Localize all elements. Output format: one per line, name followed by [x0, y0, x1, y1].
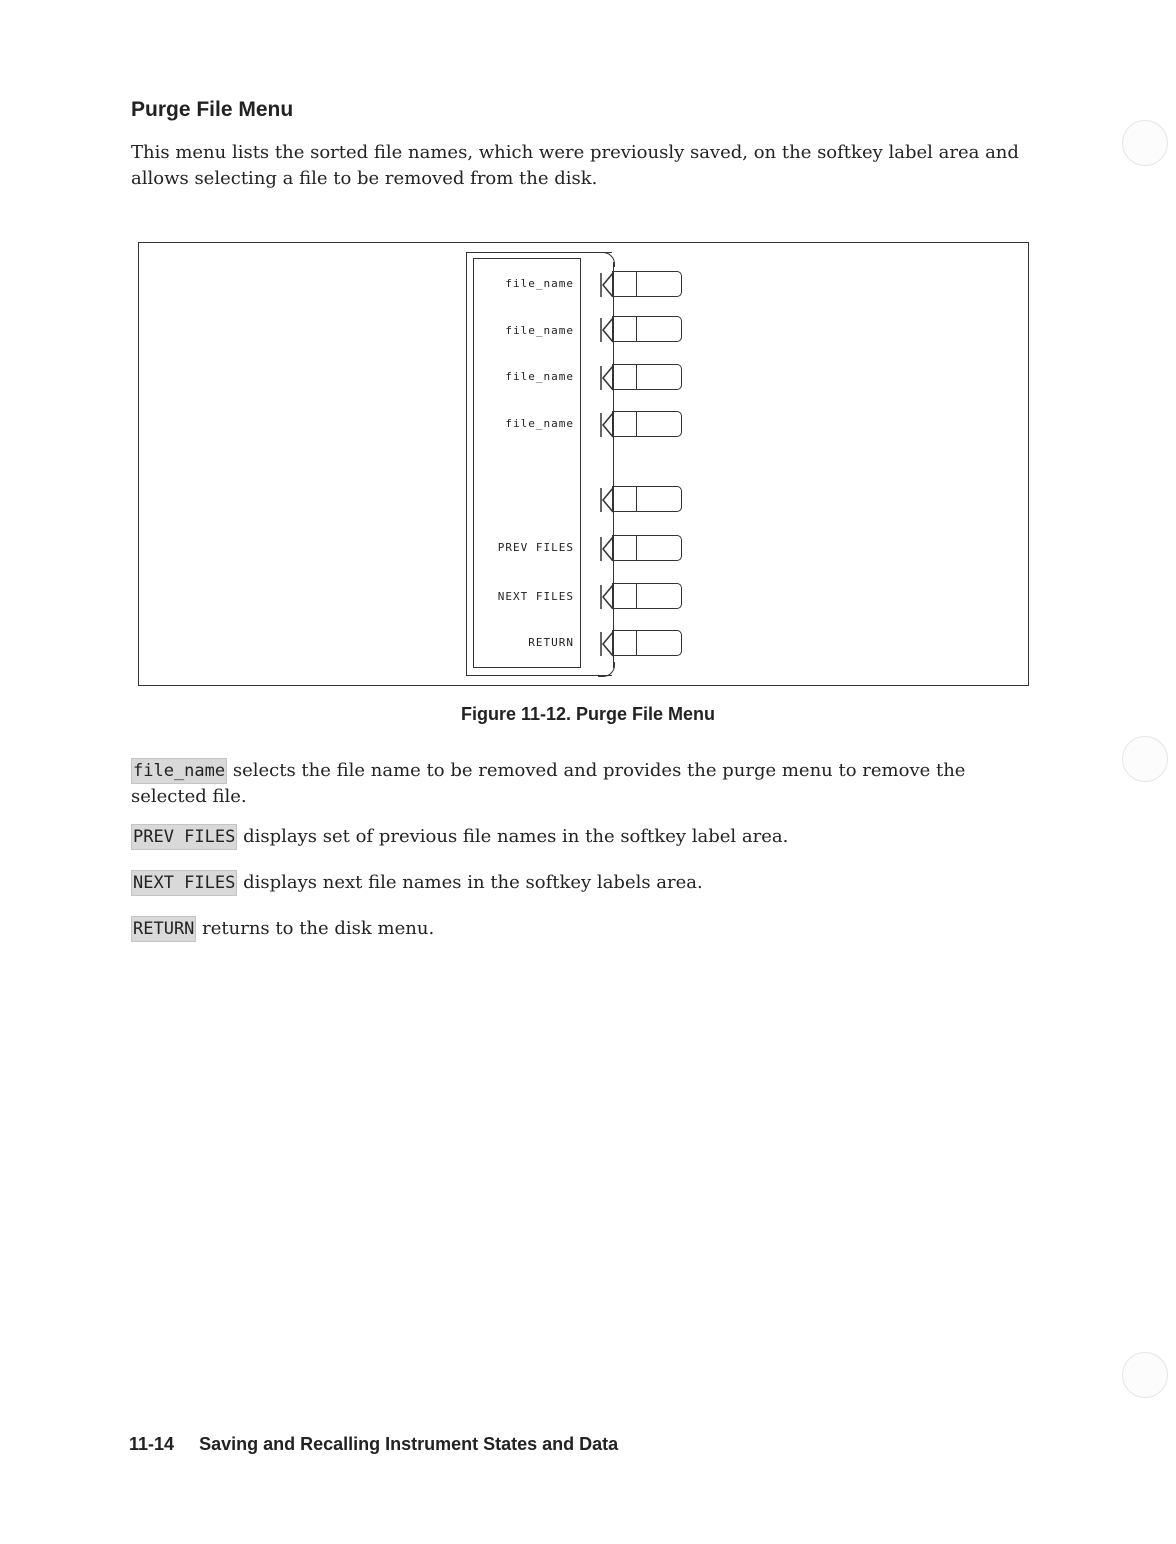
figure-frame: [138, 242, 1029, 686]
description-text: displays set of previous file names in the softkey label area.: [243, 826, 789, 847]
softkey-button-7: [598, 583, 688, 611]
figure-caption: Figure 11-12. Purge File Menu: [460, 704, 716, 724]
binder-hole-bottom: [1122, 1352, 1168, 1398]
key-divider: [636, 411, 637, 437]
binder-hole-top: [1122, 120, 1168, 166]
key-body: [612, 316, 682, 342]
key-divider: [636, 535, 637, 561]
softkey-label-3: file_name: [505, 370, 574, 383]
key-divider: [636, 316, 637, 342]
panel-outline-bottom: [466, 675, 612, 676]
key-body: [612, 411, 682, 437]
key-divider: [636, 271, 637, 297]
softkey-label-next-files: NEXT FILES: [497, 590, 574, 603]
term-return: RETURN: [131, 916, 196, 942]
term-file-name: file_name: [131, 758, 227, 784]
softkey-label-2: file_name: [505, 324, 574, 337]
key-body: [612, 583, 682, 609]
page-footer: [129, 1434, 618, 1455]
section-heading: Purge File Menu: [131, 98, 294, 121]
term-next-files: NEXT FILES: [131, 870, 237, 896]
footer-section-title: Saving and Recalling Instrument States and Data: [199, 1434, 619, 1454]
key-body: [612, 486, 682, 512]
softkey-button-2: [598, 316, 688, 344]
description-text: displays next file names in the softkey labels area.: [243, 872, 703, 893]
key-body: [612, 535, 682, 561]
softkey-label-4: file_name: [505, 417, 574, 430]
softkey-label-area: [473, 258, 581, 668]
key-divider: [636, 583, 637, 609]
softkey-button-6: [598, 535, 688, 563]
page-number: 11-14: [129, 1434, 175, 1454]
intro-paragraph: This menu lists the sorted file names, which were previously saved, on the softkey label area and allows selecting a file to be removed from the disk.: [131, 142, 1019, 189]
description-prev-files: [131, 824, 1031, 850]
softkey-button-4: [598, 411, 688, 439]
panel-outline-left: [466, 252, 467, 676]
term-prev-files: PREV FILES: [131, 824, 237, 850]
softkey-label-prev-files: PREV FILES: [497, 541, 574, 554]
key-body: [612, 364, 682, 390]
softkey-button-1: [598, 271, 688, 299]
softkey-label-return: RETURN: [528, 636, 574, 649]
description-text: returns to the disk menu.: [202, 918, 435, 939]
binder-hole-middle: [1122, 736, 1168, 782]
softkey-label-1: file_name: [505, 277, 574, 290]
softkey-button-5: [598, 486, 688, 514]
key-body: [612, 271, 682, 297]
key-body: [612, 630, 682, 656]
key-divider: [636, 486, 637, 512]
panel-outline-top: [466, 252, 612, 253]
description-text: selects the file name to be removed and provides the purge menu to remove the selected file.: [131, 760, 966, 807]
key-divider: [636, 630, 637, 656]
description-file-name: [131, 758, 1021, 810]
softkey-button-3: [598, 364, 688, 392]
description-next-files: [131, 870, 1031, 896]
description-return: [131, 916, 1031, 942]
softkey-button-8: [598, 630, 688, 658]
key-divider: [636, 364, 637, 390]
